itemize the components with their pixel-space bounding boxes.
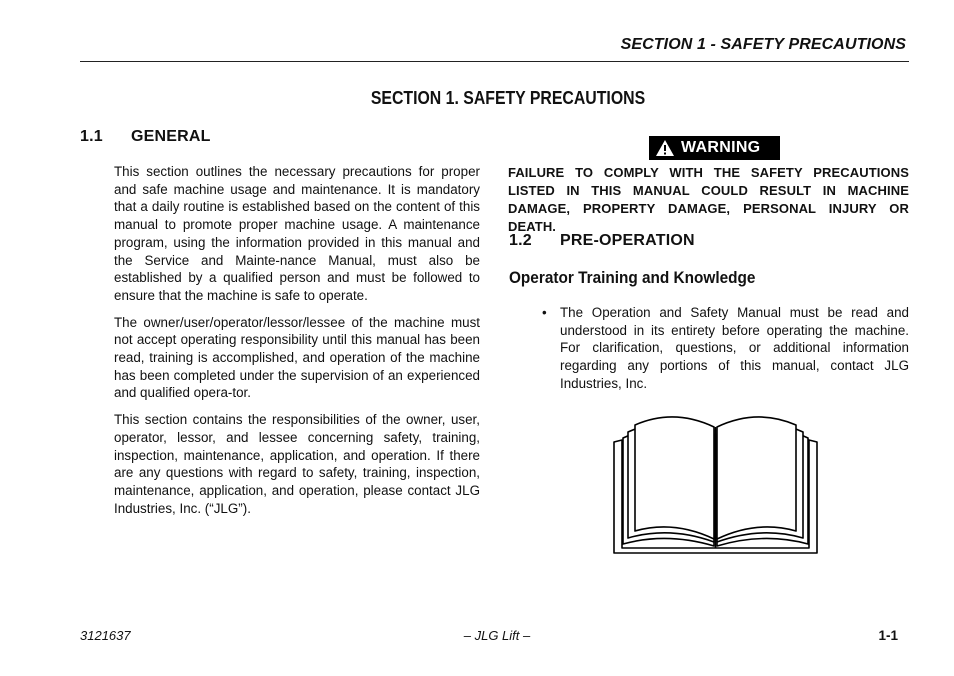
footer-center-text: – JLG Lift – — [463, 628, 531, 643]
general-title: GENERAL — [131, 128, 211, 145]
preoperation-title: PRE-OPERATION — [560, 232, 695, 249]
header-title: SECTION 1 - SAFETY PRECAUTIONS — [620, 36, 906, 53]
general-paragraph-3: This section contains the responsibilities of the owner, user, operator, lessor, and lessee concerning safety, training, inspection, maintenance, application, and operation. If there are any questions with regard to safety, training, inspection, maintenance, application, and operation, please contact JLG Industries, Inc. (“JLG”). — [114, 412, 480, 516]
preoperation-number: 1.2 — [509, 232, 532, 249]
warning-label: WARNING — [681, 139, 761, 156]
general-paragraph-1: This section outlines the necessary precautions for proper and safe machine usage and maintenance. It is mandatory that a daily routine is established based on the content of this manual to promote proper machine usage. A maintenance program, using the information provided in this manual and the Service and Mainte-nance Manual, must also be established by a qualified person and must be followed to ensure that the machine is safe to operate. — [114, 164, 480, 303]
footer-doc-number: 3121637 — [80, 628, 131, 643]
general-heading — [80, 128, 211, 146]
bullet-text: The Operation and Safety Manual must be read and understood in its entirety before operating the machine. For clarification, questions, or additional information regarding any portions of this manual, contact JLG Industries, Inc. — [560, 305, 909, 391]
section-title — [61, 88, 901, 109]
section-title-text: SECTION 1. SAFETY PRECAUTIONS — [370, 88, 646, 108]
list-item — [540, 304, 909, 393]
open-book-icon — [612, 414, 819, 556]
warning-text: FAILURE TO COMPLY WITH THE SAFETY PRECAUTIONS LISTED IN THIS MANUAL COULD RESULT IN MACHINE DAMAGE, PROPERTY DAMAGE, PERSONAL INJURY OR DEATH. — [508, 165, 909, 234]
warning-badge — [649, 136, 780, 160]
preoperation-bullet-list — [540, 304, 909, 393]
warning-triangle-icon — [655, 139, 675, 157]
footer-page-number: 1-1 — [878, 628, 898, 643]
general-paragraph-2: The owner/user/operator/lessor/lessee of the machine must not accept operating responsibility until this manual has been read, training is accomplished, and operation of the machine has been completed under the supervision of an experienced and qualified opera-tor. — [114, 314, 480, 401]
operator-training-subheading: Operator Training and Knowledge — [509, 269, 756, 287]
header-rule — [80, 61, 909, 62]
general-body — [114, 163, 480, 526]
preoperation-heading — [509, 232, 695, 250]
general-number: 1.1 — [80, 128, 103, 145]
bullet-icon: • — [542, 305, 547, 320]
